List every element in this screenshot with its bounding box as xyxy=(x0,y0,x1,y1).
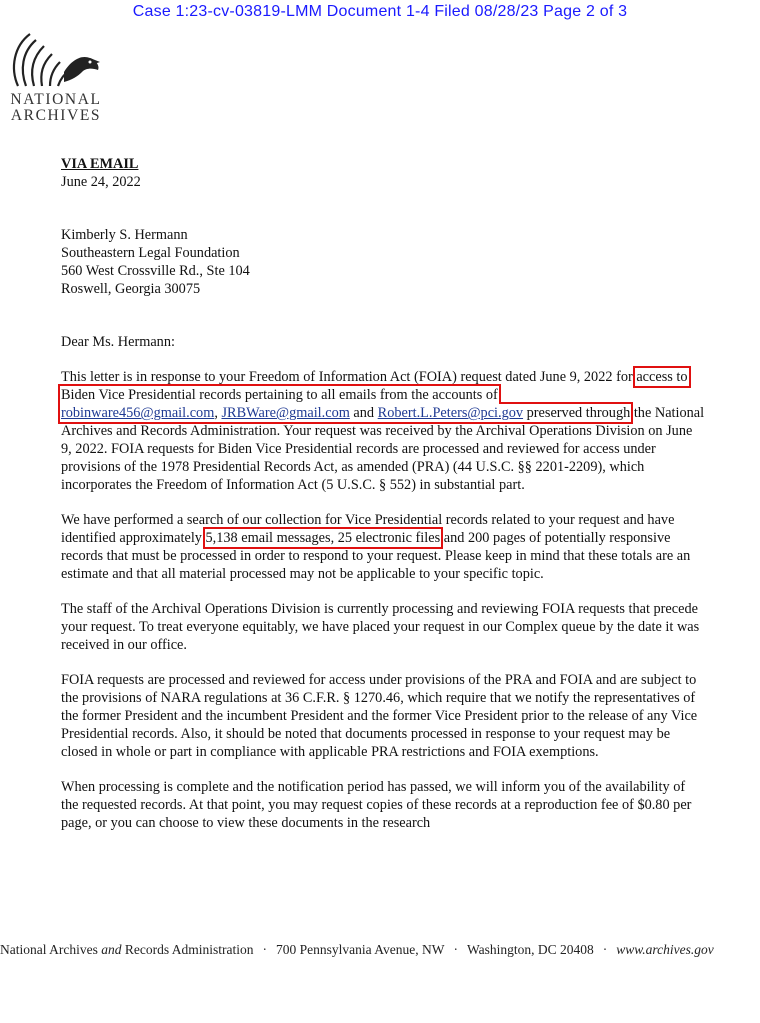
case-header: Case 1:23-cv-03819-LMM Document 1-4 Filed 08/28/23 Page 2 of 3 xyxy=(132,3,628,20)
paragraph-5: When processing is complete and the notification period has passed, we will inform you of the availability of the requested records. At that point, you may request copies of these records at a reproduction fee of $0.80 per page, or you can choose to view these documents in the research xyxy=(61,779,692,831)
footer-address: 700 Pennsylvania Avenue, NW xyxy=(275,942,445,957)
highlight-box-email-accounts: access to Biden Vice Presidential records pertaining to all emails from the accounts of robinware456@gmail.com, JRBWare@gmail.com and Robert.L.Peters@pci.gov preserved through xyxy=(61,369,688,421)
national-archives-logo xyxy=(6,24,106,124)
recipient-address xyxy=(61,226,706,298)
email-link-jrbware[interactable]: JRBWare@gmail.com xyxy=(221,405,350,421)
highlight-box-record-counts: 5,138 email messages, 25 electronic files xyxy=(205,530,441,546)
p1-accounts-text: access to Biden Vice Presidential records pertaining to all emails from the accounts of xyxy=(61,369,688,403)
paragraph-3: The staff of the Archival Operations Division is currently processing and reviewing FOIA requests that precede your request. To treat everyone equitably, we have placed your request in our Complex queue by the date it was received in our office. xyxy=(61,601,700,653)
recipient-name: Kimberly S. Hermann xyxy=(61,227,188,243)
delivery-method: VIA EMAIL xyxy=(61,156,139,172)
footer-website-link[interactable]: www.archives.gov xyxy=(616,942,714,957)
p1-rest: the National Archives and Records Administration. Your request was received by the Archival Operations Division on June 9, 2022. FOIA requests for Biden Vice Presidential records are processed and reviewed for access under provisions of the 1978 Presidential Records Act, as amended (PRA) (44 U.S.C. §§ 2201-2209), which incorporates the Freedom of Information Act (5 U.S.C. § 552) in substantial part. xyxy=(61,405,705,493)
eagle-logo-icon xyxy=(8,24,104,90)
footer-separator: · xyxy=(602,942,608,957)
recipient-city: Roswell, Georgia 30075 xyxy=(61,281,201,297)
recipient-org: Southeastern Legal Foundation xyxy=(61,245,240,261)
footer-separator: · xyxy=(262,942,267,957)
salutation: Dear Ms. Hermann: xyxy=(61,334,175,350)
email-link-robinware456[interactable]: robinware456@gmail.com xyxy=(61,405,215,421)
logo-wordmark xyxy=(6,92,106,124)
footer-agency-name: National Archives and Records Administration xyxy=(0,942,254,957)
logo-line-archives: ARCHIVES xyxy=(10,107,102,124)
paragraph-2: We have performed a search of our collection for Vice Presidential records related to your request and have identified approximately 5,138 email messages, 25 electronic files and 200 pages of potentially responsive records that must be processed in order to respond to your request. Please keep in mind that these totals are an estimate and that all material processed may not be applicable to your specific topic. xyxy=(61,512,691,582)
letter-date: June 24, 2022 xyxy=(61,174,141,190)
recipient-street: 560 West Crossville Rd., Ste 104 xyxy=(61,263,250,279)
paragraph-4: FOIA requests are processed and reviewed for access under provisions of the PRA and FOIA and are subject to the provisions of NARA regulations at 36 C.F.R. § 1270.46, which require that we notify the representatives of the former President and the incumbent President and the former Vice President prior to the release of any Vice Presidential records. Also, it should be noted that documents processed in response to your request may be closed in whole or part in compliance with applicable PRA restrictions and FOIA exemptions. xyxy=(61,672,698,760)
footer-city: Washington, DC 20408 xyxy=(466,942,594,957)
letter-body xyxy=(61,155,706,849)
logo-line-national: NATIONAL xyxy=(10,91,102,108)
letterhead-footer xyxy=(0,942,760,958)
footer-separator: · xyxy=(453,942,458,957)
p1-intro: This letter is in response to your Freedom of Information Act (FOIA) request dated June 9, 2022 for xyxy=(61,369,633,385)
email-link-robert-peters[interactable]: Robert.L.Peters@pci.gov xyxy=(377,405,524,421)
paragraph-1 xyxy=(61,368,706,494)
